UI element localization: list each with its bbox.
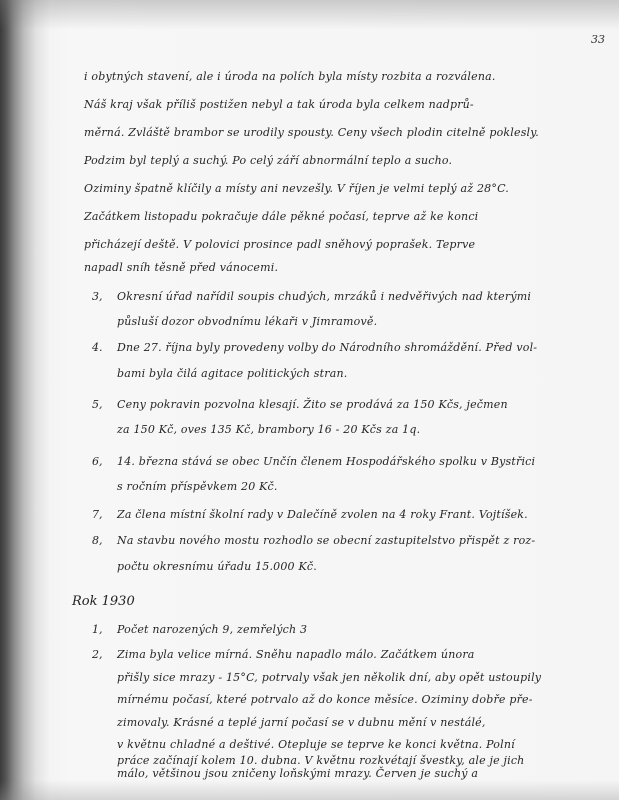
text-line: Oziminy špatně klíčily a místy ani nevzešly. V říjen je velmi teplý až 28°C. (84, 182, 509, 195)
text-line: za 150 Kč, oves 135 Kč, brambory 16 - 20 Kčs za 1q. (117, 423, 421, 436)
text-line: zimovaly. Krásné a teplé jarní počasí se v dubnu mění v nestálé, (117, 715, 486, 729)
scan-shadow-bottom (0, 780, 619, 800)
text-line: půsluší dozor obvodnímu lékaři v Jimramově. (117, 315, 378, 328)
item-number: 5, (92, 398, 103, 411)
text-line: Okresní úřad nařídil soupis chudých, mrzáků i nedvěřivých nad kterými (117, 290, 532, 303)
text-line: napadl sníh těsně před vánocemi. (84, 261, 279, 274)
text-line: bami byla čilá agitace politických stran. (117, 367, 348, 380)
text-line: přicházejí deště. V polovici prosince padl sněhový poprašek. Teprve (84, 238, 476, 251)
text-line: práce začínají kolem 10. dubna. V květnu rozkvétají švestky, ale je jich (117, 753, 525, 767)
text-line: přišly sice mrazy - 15°C, potrvaly však jen několik dní, aby opět ustoupily (117, 670, 542, 684)
item-number: 8, (92, 534, 103, 547)
year-heading: Rok 1930 (72, 594, 135, 610)
scan-shadow-top (0, 0, 619, 30)
item-number: 7, (92, 508, 103, 521)
text-line: málo, většinou jsou zničeny loňskými mrazy. Červen je suchý a (117, 767, 479, 780)
text-line: počtu okresnímu úřadu 15.000 Kč. (117, 560, 317, 573)
text-line: měrná. Zvláště brambor se urodily spousty. Ceny všech plodin citelně poklesly. (84, 126, 539, 139)
page-number: 33 (591, 33, 605, 46)
text-line: Zima byla velice mírná. Sněhu napadlo málo. Začátkem února (117, 648, 475, 662)
text-line: 14. března stává se obec Unčín členem Hospodářského spolku v Bystřici (117, 455, 536, 468)
item-number: 4. (92, 341, 103, 354)
text-line: i obytných stavení, ale i úroda na polích byla místy rozbita a rozválena. (84, 70, 496, 83)
text-line: Dne 27. října byly provedeny volby do Národního shromáždění. Před vol- (117, 341, 538, 354)
text-line: s ročním příspěvkem 20 Kč. (117, 480, 278, 493)
item-number: 6, (92, 455, 103, 468)
text-line: mírnému počasí, které potrvalo až do konce měsíce. Oziminy dobře pře- (117, 693, 533, 707)
text-line: Začátkem listopadu pokračuje dále pěkné počasí, teprve až ke konci (84, 210, 479, 223)
text-line: Počet narozených 9, zemřelých 3 (117, 623, 308, 636)
item-number: 2, (92, 648, 103, 662)
text-line: Za člena místní školní rady v Dalečíně zvolen na 4 roky Frant. Vojtíšek. (117, 508, 528, 521)
text-line: v květnu chladné a deštivé. Otepluje se teprve ke konci května. Polní (117, 738, 515, 752)
text-line: Na stavbu nového mostu rozhodlo se obecní zastupitelstvo přispět z roz- (117, 534, 536, 547)
item-number: 1, (92, 623, 103, 636)
text-line: Podzim byl teplý a suchý. Po celý září abnormální teplo a sucho. (84, 154, 453, 167)
text-line: Náš kraj však příliš postižen nebyl a tak úroda byla celkem nadprů- (84, 98, 474, 111)
text-line: Ceny pokravin pozvolna klesají. Žito se prodává za 150 Kčs, ječmen (117, 398, 508, 411)
item-number: 3, (92, 290, 103, 303)
